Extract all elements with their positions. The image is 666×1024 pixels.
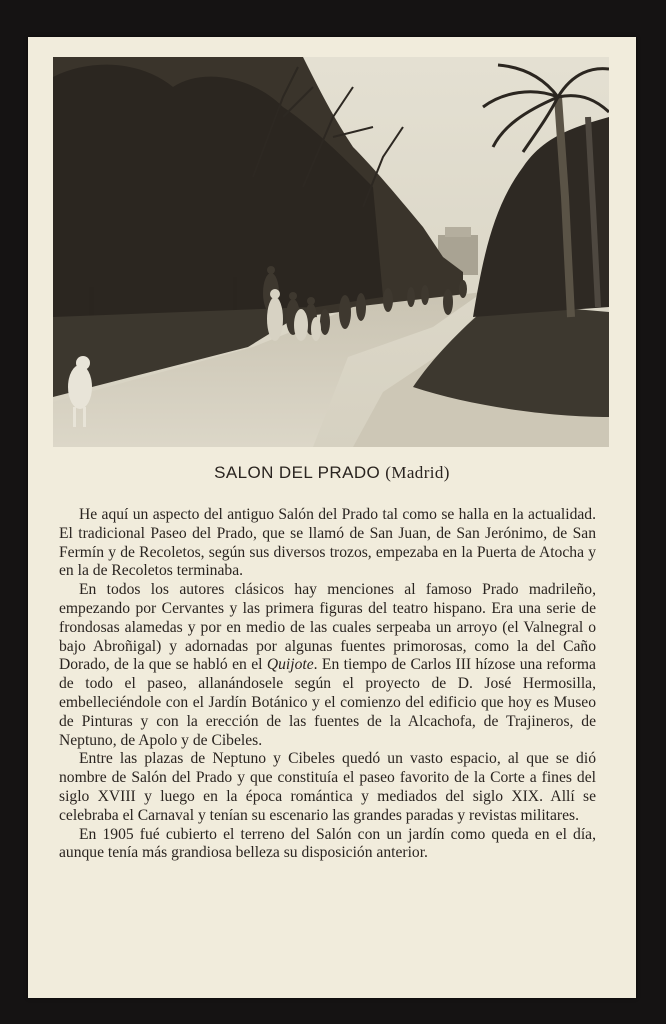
title-location: (Madrid) — [385, 463, 450, 482]
postcard — [28, 37, 636, 998]
paragraph-1: He aquí un aspecto del antiguo Salón del Prado tal como se halla en la actualidad. El tradicional Paseo del Prado, que se llamó de San Juan, de San Jerónimo, de San Fermín y de Recoletos, según sus diversos trozos, empezaba en la Puerta de Atocha y en la de Recoletos terminaba. — [59, 506, 596, 580]
paragraph-3: Entre las plazas de Neptuno y Cibeles quedó un vasto espacio, al que se dió nombre de Salón del Prado y que constituía el paseo favorito de la Corte a fines del siglo XVIII y luego en la época romántica y mediados del siglo XIX. Allí se celebraba el Carnaval y tenían su escenario las grandes paradas y revistas militares. — [59, 750, 596, 824]
quijote-italic: Quijote — [266, 656, 314, 674]
photograph-icon — [53, 57, 609, 447]
paragraph-2-text-after: . En tiempo de Carlos III hízose una reforma de todo el paseo, allanándosele según el proyecto de D. José Hermosilla, embelleciéndole con el Jardín Botánico y el comienzo del edificio que hoy es Museo de Pinturas y con la erección de las fuentes de la Alcachofa, de Trajineros, de Neptuno, de Apolo y de Cibeles. — [59, 656, 596, 749]
title-main: SALON DEL PRADO — [214, 463, 381, 482]
paragraph-2-text-before: En todos los autores clásicos hay menciones al famoso Prado madrileño, empezando por Cervantes y las primera figuras del teatro hispano. Era una serie de frondosas alamedas y por en medio de las cuales serpeaba un arroyo (el Valnegral o bajo Abroñigal) y adornadas por algunas fuentes primorosas, como la del Caño Dorado, de la que se habló en el — [59, 581, 596, 674]
salon-del-prado-photograph — [53, 57, 609, 447]
postcard-text — [59, 506, 596, 863]
postcard-title — [28, 463, 636, 483]
paragraph-4: En 1905 fué cubierto el terreno del Salón con un jardín como queda en el día, aunque tenía más grandiosa belleza su disposición anterior. — [59, 825, 596, 862]
paragraph-2 — [59, 581, 596, 750]
